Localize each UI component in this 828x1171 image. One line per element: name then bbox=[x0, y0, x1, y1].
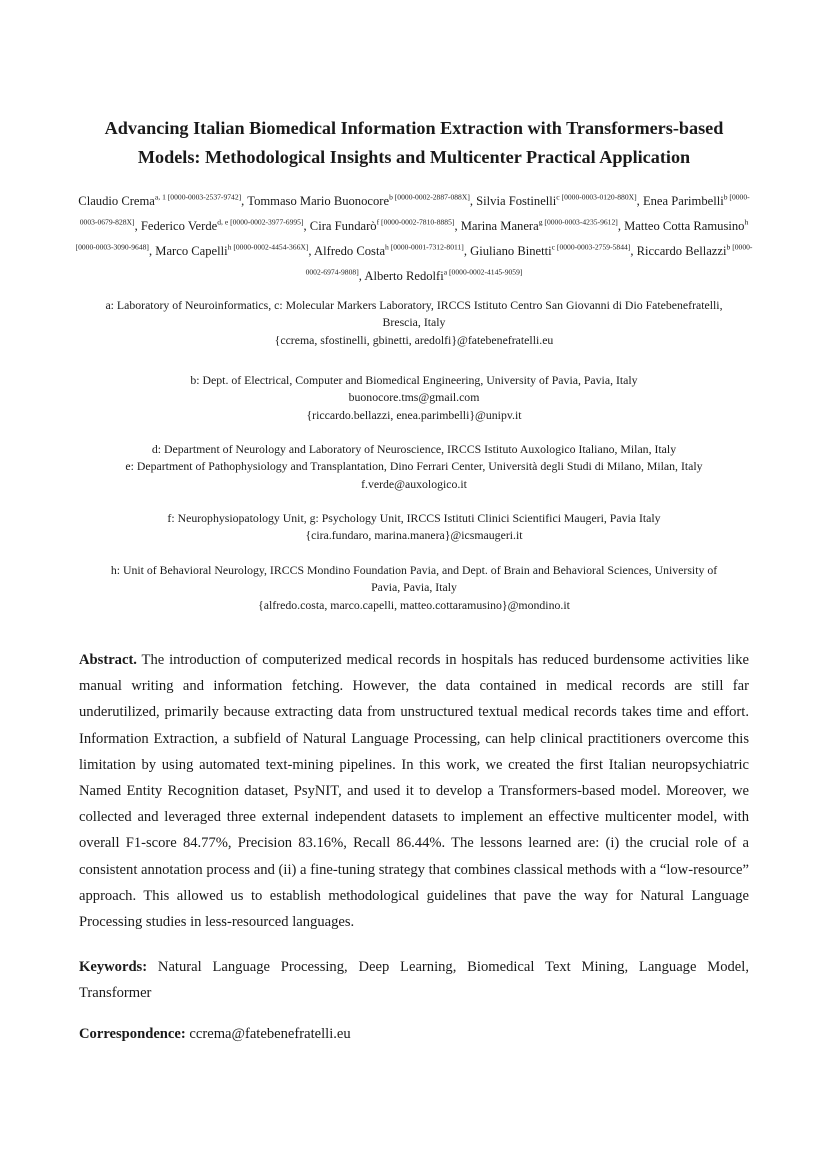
author-name: Alfredo Costa bbox=[314, 244, 386, 258]
author-separator: , bbox=[241, 194, 248, 208]
author-separator: , bbox=[454, 219, 461, 233]
author-affiliation-orcid: b [0000-0002-6974-9808] bbox=[305, 242, 753, 277]
author-affiliation-orcid: h [0000-0003-3090-9648] bbox=[75, 217, 749, 252]
author-affiliation-orcid: a [0000-0002-4145-9059] bbox=[443, 267, 523, 277]
keywords-label: Keywords: bbox=[79, 959, 148, 975]
author-affiliation-orcid: b [0000-0003-0679-828X] bbox=[79, 192, 750, 227]
abstract-paragraph bbox=[79, 647, 749, 935]
author-affiliation-orcid: h [0000-0001-7312-8011] bbox=[385, 242, 464, 252]
author-list bbox=[70, 189, 758, 289]
affiliation-email: {riccardo.bellazzi, enea.parimbelli}@unipv.it bbox=[306, 407, 522, 422]
author-separator: , bbox=[617, 219, 625, 233]
author-separator: , bbox=[469, 194, 477, 208]
author-affiliation-orcid: a, 1 [0000-0003-2537-9742] bbox=[154, 192, 242, 202]
correspondence-label: Correspondence: bbox=[79, 1026, 186, 1042]
affiliation-block-a-c bbox=[70, 297, 758, 349]
author-name: Riccardo Bellazzi bbox=[636, 244, 727, 258]
author-name: Alberto Redolfi bbox=[364, 269, 444, 283]
author-name: Giuliano Binetti bbox=[470, 244, 552, 258]
author-separator: , bbox=[303, 219, 310, 233]
author-name: Cira Fundarò bbox=[309, 219, 377, 233]
affiliation-line: h: Unit of Behavioral Neurology, IRCCS Mondino Foundation Pavia, and Dept. of Brain and Behavioral Sciences, University of bbox=[110, 563, 718, 577]
affiliation-email: {cira.fundaro, marina.manera}@icsmaugeri.it bbox=[305, 528, 523, 543]
author-name: Tommaso Mario Buonocore bbox=[247, 194, 390, 208]
affiliation-line: d: Department of Neurology and Laboratory of Neuroscience, IRCCS Istituto Auxologico Italiano, Milan, Italy bbox=[151, 442, 677, 456]
affiliation-block-d-e bbox=[70, 441, 758, 493]
author-separator: , bbox=[148, 244, 156, 258]
author-affiliation-orcid: c [0000-0003-0120-880X] bbox=[556, 192, 637, 202]
affiliation-line: b: Dept. of Electrical, Computer and Biomedical Engineering, University of Pavia, Pavia, Italy bbox=[190, 373, 638, 387]
correspondence-email: ccrema@fatebenefratelli.eu bbox=[189, 1026, 351, 1042]
affiliation-line: Pavia, Pavia, Italy bbox=[371, 580, 457, 595]
abstract-text: The introduction of computerized medical records in hospitals has reduced burdensome activities like manual writing and information fetching. However, the data contained in medical records are still far underutilized, primarily because extracting data from unstructured textual medical records takes time and effort. Information Extraction, a subfield of Natural Language Processing, can help clinical practitioners overcome this limitation by using automated text-mining pipelines. In this work, we created the first Italian neuropsychiatric Named Entity Recognition dataset, PsyNIT, and used it to develop a Transformers-based model. Moreover, we collected and leveraged three external independent datasets to implement an effective multicenter model, with overall F1-score 84.77%, Precision 83.16%, Recall 86.44%. The lessons learned are: (i) the crucial role of a consistent annotation process and (ii) a fine-tuning strategy that combines classical methods with a “low-resource” approach. This allowed us to establish methodological guidelines that pave the way for Natural Language Processing studies in less-resourced languages. bbox=[79, 652, 750, 931]
author-name: Matteo Cotta Ramusino bbox=[624, 219, 745, 233]
affiliation-block-f-g bbox=[70, 510, 758, 545]
author-affiliation-orcid: d, e [0000-0002-3977-6995] bbox=[217, 217, 304, 227]
affiliation-block-h bbox=[70, 562, 758, 614]
paper-title-line-1: Advancing Italian Biomedical Information Extraction with Transformers-based bbox=[104, 118, 724, 138]
paper-title bbox=[60, 114, 768, 172]
affiliation-email: f.verde@auxologico.it bbox=[361, 476, 467, 491]
author-affiliation-orcid: c [0000-0003-2759-5844] bbox=[551, 242, 631, 252]
affiliation-email: buonocore.tms@gmail.com bbox=[348, 390, 480, 405]
affiliation-line: f: Neurophysiopatology Unit, g: Psychology Unit, IRCCS Istituti Clinici Scientifici Maugeri, Pavia Italy bbox=[167, 511, 661, 525]
affiliation-line: a: Laboratory of Neuroinformatics, c: Molecular Markers Laboratory, IRCCS Istituto Centro San Giovanni di Dio Fatebenefratelli, bbox=[105, 298, 723, 312]
author-name: Silvia Fostinelli bbox=[476, 194, 557, 208]
affiliation-line: Brescia, Italy bbox=[382, 315, 446, 330]
author-separator: , bbox=[358, 269, 365, 283]
affiliation-email: {alfredo.costa, marco.capelli, matteo.cottaramusino}@mondino.it bbox=[258, 597, 570, 612]
author-affiliation-orcid: h [0000-0002-4454-366X] bbox=[227, 242, 309, 252]
affiliation-block-b bbox=[70, 372, 758, 424]
author-name: Claudio Crema bbox=[78, 194, 155, 208]
author-affiliation-orcid: g [0000-0003-4235-9612] bbox=[538, 217, 618, 227]
author-name: Federico Verde bbox=[140, 219, 218, 233]
paper-title-line-2: Models: Methodological Insights and Multicenter Practical Application bbox=[137, 147, 691, 167]
abstract-label: Abstract. bbox=[79, 652, 137, 668]
keywords-paragraph bbox=[79, 954, 749, 1006]
affiliation-email: {ccrema, sfostinelli, gbinetti, aredolfi}@fatebenefratelli.eu bbox=[274, 332, 554, 347]
keywords-text: Natural Language Processing, Deep Learning, Biomedical Text Mining, Language Model, Transformer bbox=[79, 959, 749, 1002]
author-name: Marco Capelli bbox=[155, 244, 228, 258]
affiliation-line: e: Department of Pathophysiology and Transplantation, Dino Ferrari Center, Università degli Studi di Milano, Milan, Italy bbox=[125, 459, 703, 474]
author-separator: , bbox=[134, 219, 141, 233]
correspondence-line bbox=[79, 1021, 749, 1047]
author-name: Enea Parimbelli bbox=[642, 194, 724, 208]
author-separator: , bbox=[463, 244, 471, 258]
author-separator: , bbox=[308, 244, 315, 258]
author-name: Marina Manera bbox=[460, 219, 539, 233]
author-separator: , bbox=[636, 194, 643, 208]
author-separator: , bbox=[630, 244, 637, 258]
author-affiliation-orcid: b [0000-0002-2887-088X] bbox=[389, 192, 470, 202]
author-affiliation-orcid: f [0000-0002-7810-8885] bbox=[376, 217, 455, 227]
